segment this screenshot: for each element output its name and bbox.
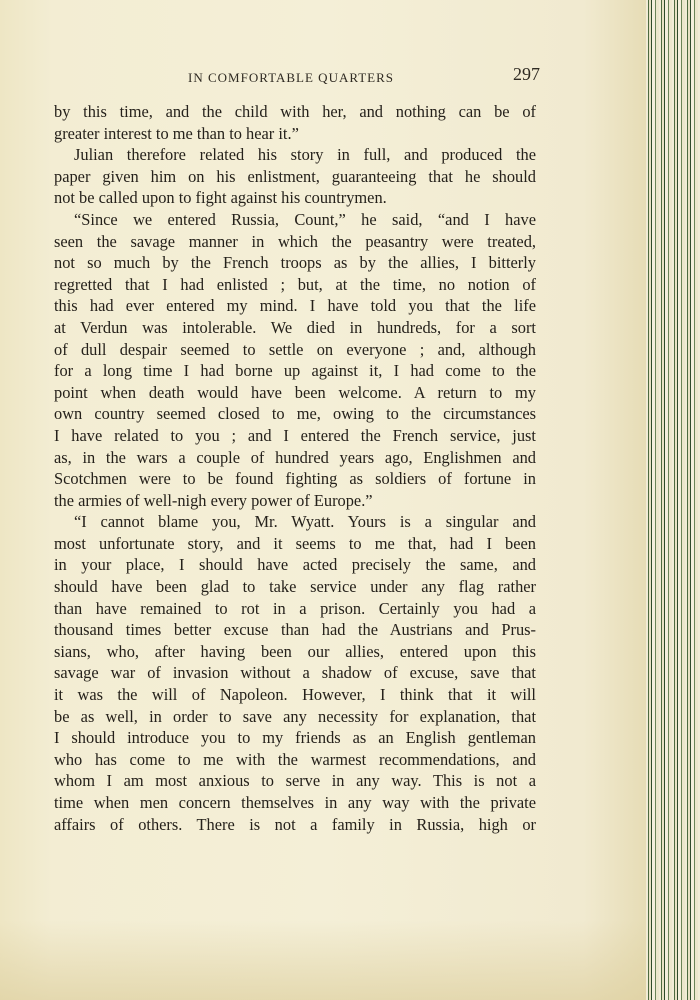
text-line: own country seemed closed to me, owing to the circumstances: [54, 404, 536, 424]
text-line: it was the will of Napoleon. However, I think that it will: [54, 685, 536, 705]
text-line: sians, who, after having been our allies, entered upon this: [54, 641, 536, 661]
text-line: regretted that I had enlisted ; but, at the time, no notion of: [54, 274, 536, 294]
text-line: time when men concern themselves in any way with the private: [54, 793, 536, 812]
text-line: savage war of invasion without a shadow of excuse, save that: [54, 663, 536, 683]
text-line: point when death would have been welcome. A return to my: [54, 382, 536, 402]
text-line: not be called upon to fight against his countrymen.: [54, 188, 387, 208]
text-line: thousand times better excuse than had the Austrians and Prus-: [54, 620, 536, 640]
text-line: who has come to me with the warmest recommendations, and: [54, 749, 536, 769]
page-number: 297: [513, 64, 540, 84]
text-line: as, in the wars a couple of hundred years ago, Englishmen and: [54, 447, 536, 467]
text-line: not so much by the French troops as by the allies, I bitterly: [54, 253, 536, 273]
text-line: “Since we entered Russia, Count,” he said, “and I have: [74, 209, 536, 229]
text-line: “I cannot blame you, Mr. Wyatt. Yours is a singular and: [74, 512, 536, 532]
body-text: [54, 101, 536, 835]
text-line: this had ever entered my mind. I have told you that the life: [54, 296, 536, 316]
text-line: the armies of well-nigh every power of Europe.”: [54, 490, 373, 510]
text-line: than have remained to rot in a prison. Certainly you had a: [54, 598, 536, 618]
text-line: of dull despair seemed to settle on everyone ; and, although: [54, 339, 536, 359]
text-line: Julian therefore related his story in full, and produced the: [74, 145, 536, 165]
text-line: be as well, in order to save any necessity for explanation, that: [54, 706, 536, 726]
text-line: in your place, I should have acted precisely the same, and: [54, 555, 536, 575]
text-line: at Verdun was intolerable. We died in hundreds, for a sort: [54, 317, 536, 337]
text-line: I have related to you ; and I entered the French service, just: [54, 425, 536, 445]
text-line: Scotchmen were to be found fighting as soldiers of fortune in: [54, 469, 536, 489]
page-header: [52, 64, 540, 90]
text-line: whom I am most anxious to serve in any way. This is not a: [54, 771, 536, 791]
text-line: greater interest to me than to hear it.”: [54, 123, 299, 143]
text-line: I should introduce you to my friends as an English gentleman: [54, 728, 536, 748]
text-line: by this time, and the child with her, and nothing can be of: [54, 102, 536, 121]
text-line: most unfortunate story, and it seems to me that, had I been: [54, 533, 536, 553]
text-line: affairs of others. There is not a family in Russia, high or: [54, 814, 536, 834]
text-line: for a long time I had borne up against it, I had come to the: [54, 361, 536, 381]
running-head: IN COMFORTABLE QUARTERS: [188, 70, 395, 85]
page-block-edge: [646, 0, 700, 1000]
text-line: paper given him on his enlistment, guaranteeing that he should: [54, 166, 536, 186]
text-line: should have been glad to take service under any flag rather: [54, 577, 536, 597]
text-line: seen the savage manner in which the peasantry were treated,: [54, 231, 536, 251]
